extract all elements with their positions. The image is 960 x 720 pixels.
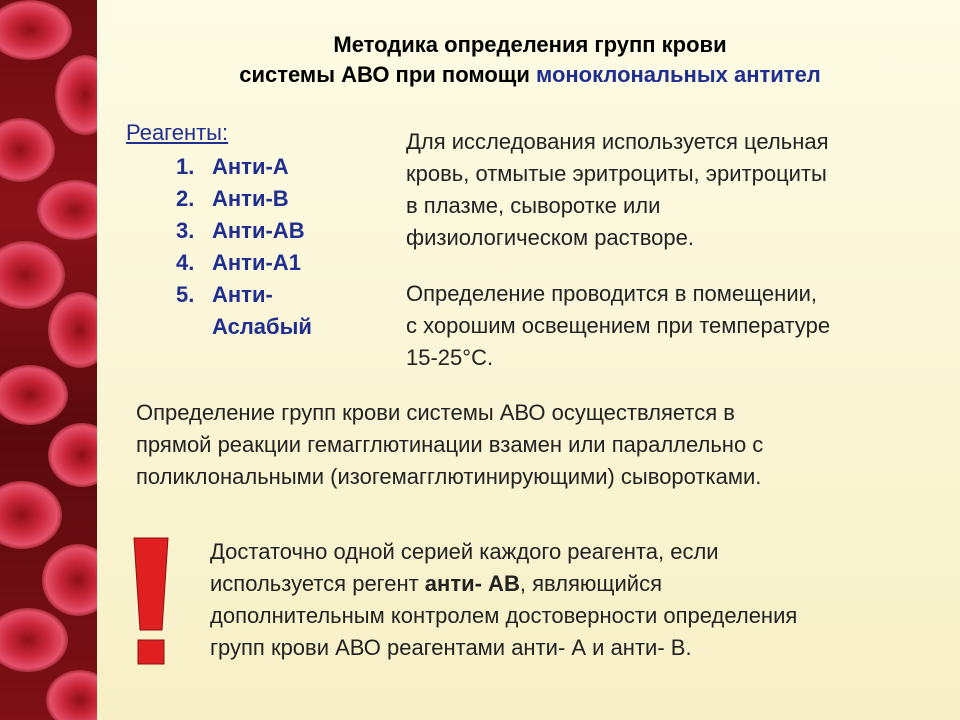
title-line-1: Методика определения групп крови bbox=[333, 32, 727, 57]
conditions-paragraph bbox=[406, 278, 830, 374]
reagent-label: Анти-В bbox=[212, 186, 289, 211]
reagent-number: 3. bbox=[176, 218, 195, 243]
method-paragraph bbox=[136, 397, 763, 493]
anti-ab-highlight: анти- АВ bbox=[424, 571, 520, 596]
reagent-item-4 bbox=[176, 250, 301, 276]
title-line-2-prefix: системы АВО при помощи bbox=[239, 62, 536, 87]
reagent-label: Анти- bbox=[212, 282, 273, 307]
text-line: Определение проводится в помещении, bbox=[406, 281, 818, 306]
text-line: Для исследования используется цельная bbox=[406, 129, 829, 154]
text-line: поликлональными (изогемагглютинирующими) сыворотками. bbox=[136, 464, 762, 489]
text-line: Определение групп крови системы АВО осуществляется в bbox=[136, 400, 735, 425]
text-line: кровь, отмытые эритроциты, эритроциты bbox=[406, 161, 827, 186]
text-span: , являющийся bbox=[519, 571, 663, 596]
reagent-label: Анти-А1 bbox=[212, 250, 301, 275]
usage-paragraph bbox=[406, 126, 829, 254]
reagent-number: 5. bbox=[176, 282, 195, 307]
text-line: прямой реакции гемагглютинации взамен или параллельно с bbox=[136, 432, 764, 457]
text-line: 15-25°С. bbox=[406, 345, 494, 370]
reagent-item-3 bbox=[176, 218, 305, 244]
title-line-2 bbox=[110, 62, 950, 88]
exclamation-icon bbox=[128, 536, 172, 668]
text-line: в плазме, сыворотке или bbox=[406, 193, 661, 218]
reagent-number: 1. bbox=[176, 154, 195, 179]
red-blood-cells-image bbox=[0, 0, 97, 720]
text-line: Достаточно одной серией каждого реагента, если bbox=[210, 539, 719, 564]
reagent-item-5 bbox=[176, 282, 273, 308]
reagent-label: Анти-А bbox=[212, 154, 289, 179]
note-paragraph bbox=[210, 536, 797, 664]
text-span: используется регент bbox=[210, 571, 425, 596]
text-line: физиологическом растворе. bbox=[406, 225, 694, 250]
text-line: с хорошим освещением при температуре bbox=[406, 313, 831, 338]
reagent-number: 2. bbox=[176, 186, 195, 211]
text-line bbox=[210, 568, 797, 600]
title-accent: моноклональных антител bbox=[535, 62, 821, 87]
reagents-heading: Реагенты: bbox=[126, 120, 229, 145]
blood-cells-graphic bbox=[0, 0, 97, 720]
reagent-item-5-continued: Аслабый bbox=[212, 314, 312, 339]
reagent-number: 4. bbox=[176, 250, 195, 275]
reagent-label: Анти-АВ bbox=[212, 218, 305, 243]
text-line: групп крови АВО реагентами анти- А и анти- В. bbox=[210, 635, 692, 660]
reagent-item-2 bbox=[176, 186, 289, 212]
text-line: дополнительным контролем достоверности определения bbox=[210, 603, 798, 628]
reagent-item-1 bbox=[176, 154, 289, 180]
